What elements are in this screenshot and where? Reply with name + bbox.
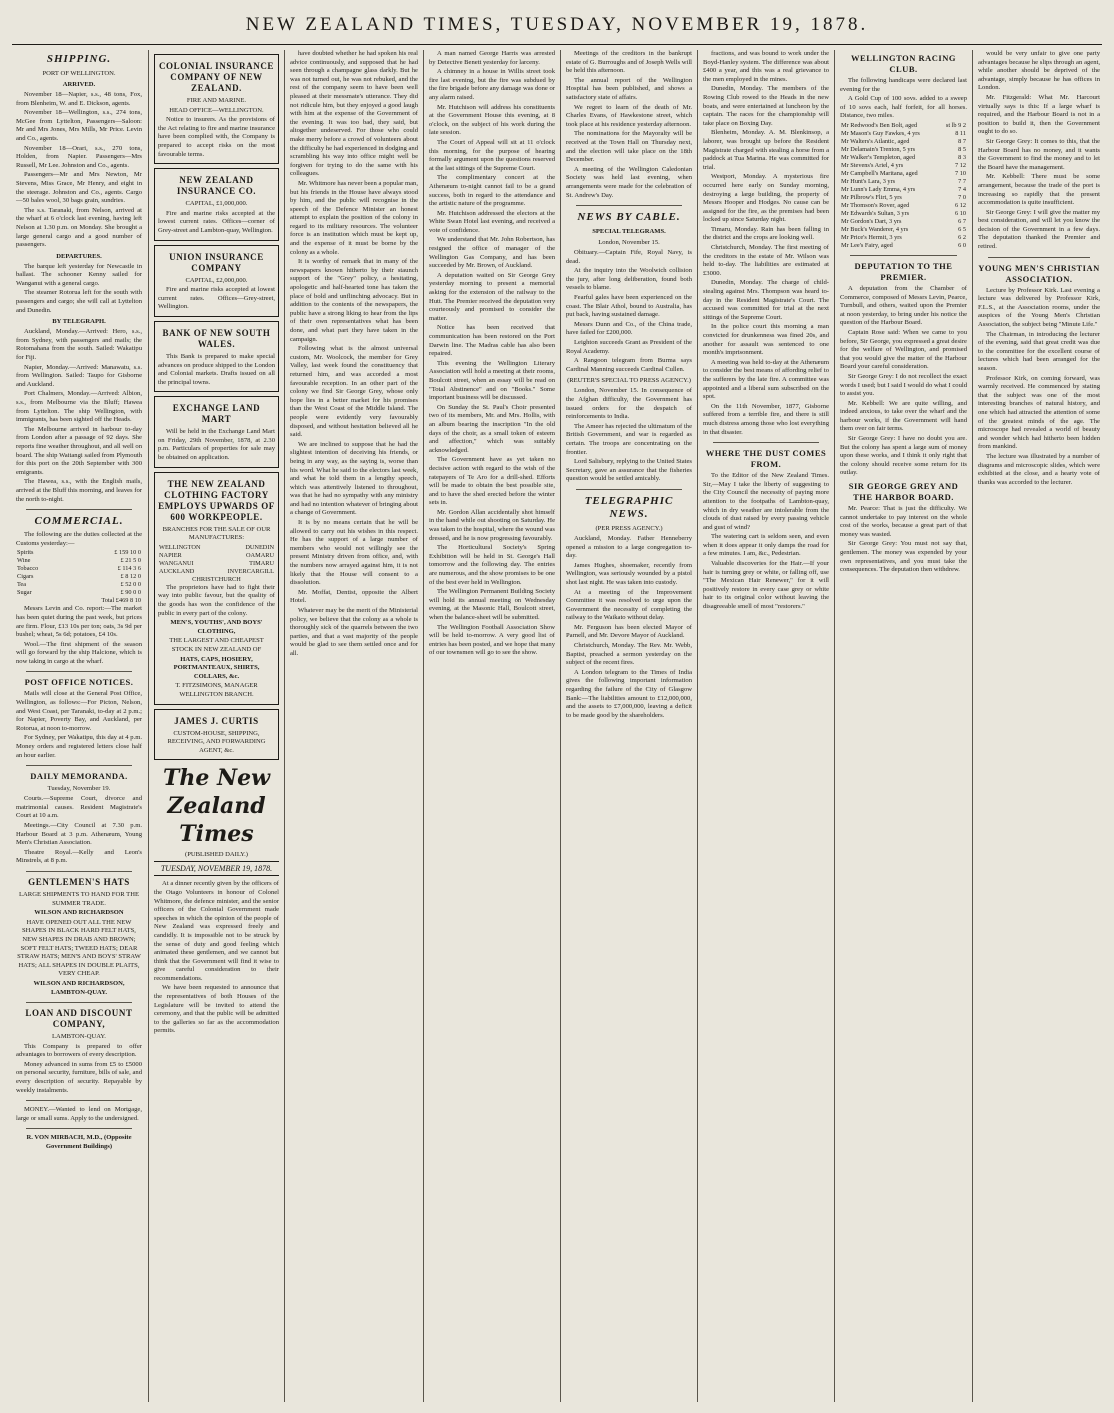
clothing-ad: THE NEW ZEALAND CLOTHING FACTORY EMPLOYS UPWARDS OF 600 WORKPEOPLE. BRANCHES FOR THE SALE OF OUR MANUFACTURES: WELLINGTON DUNEDIN NAPIER OAMARU WANGANUI TIMARU AUCKLAND INVERCARGILL CHRISTCHURCH The proprietors have had to fight their way into public favour, but the quality of the goods has won the confidence of the public in every part of the colony. MEN'S, YOUTHS', AND BOYS' CLOTHING, THE LARGEST AND CHEAPEST STOCK IN NEW ZEALAND OF HATS, CAPS, HOSIERY, PORTMANTEAUX, SHIRTS, COLLARS, &c. T. FITZSIMONS, MANAGER WELLINGTON BRANCH. [154, 472, 279, 705]
deputation-heading: DEPUTATION TO THE PREMIER. [854, 260, 953, 282]
handicap-table: Mr Redwood's Ben Bolt, aged st lb 9 2 Mr Mason's Guy Fawkes, 4 yrs 8 11 Mr Walters's Atlantic, aged 8 7 Mr Delamain's Trenton, 5 yrs 8 5 Mr Walker's Templeton, aged 8 3 Mr Stevens's Ariel, 4 yrs 7 12 Mr Campbell's Maritana, aged 7 10 Mr Hunt's Lara, 3 yrs 7 7 Mr Lunn's Lady Emma, 4 yrs 7 4 Mr Pilbrow's Flirt, 5 yrs 7 0 Mr Thomson's Rover, aged 6 12 Mr Edwards's Sultan, 3 yrs 6 10 Mr Gordon's Dart, 3 yrs 6 7 Mr Buck's Wanderer, 4 yrs 6 5 Mr Price's Hermit, 3 yrs 6 2 Mr Lee's Fairy, aged 6 0 [841, 121, 966, 249]
arrived-heading: ARRIVED. [62, 81, 96, 88]
reuters-heading: (REUTER'S SPECIAL TO PRESS AGENCY.) [567, 377, 691, 385]
racing-intro: The following handicaps were declared last evening for the [840, 77, 967, 93]
where-dust-heading: WHERE THE DUST COMES FROM. [705, 448, 827, 470]
arrival-entry: November 18—Orari, s.s., 270 tons, Holden, from Napier. Passengers—Mrs Russell, Mr Lee. Johnston and Co., agents. [16, 144, 142, 169]
duty-row: Sugar £ 90 0 0 [17, 589, 141, 597]
von-ad: R. VON MIRBACH, M.D., (Opposite Government Buildings) [26, 1134, 132, 1151]
news-by-cable-heading: NEWS BY CABLE. [577, 211, 681, 224]
column-rule [284, 50, 285, 1402]
special-telegrams-heading: SPECIAL TELEGRAMS. [592, 228, 666, 236]
duty-total-row: Total £469 8 10 [101, 597, 141, 605]
column-cable-news: Meetings of the creditors in the bankrupt estate of G. Burroughs and of Joseph Wells will be held this afternoon. The annual report of the Wellington Hospital has been published, and shows a satisfactory state of affairs. We regret to learn of the death of Mr. Charles Evans, of Hawkestone street, which took place at his residence yesterday afternoon. The nominations for the Mayoralty will be received at the Town Hall on Thursday next, and the election will take place on the 18th December. A meeting of the Wellington Caledonian Society was held last evening, when arrangements were made for the celebration of St. Andrew's Day. NEWS BY CABLE. SPECIAL TELEGRAMS. London, November 15. Obituary.—Captain Fife, Royal Navy, is dead. At the inquiry into the Woolwich collision the jury, after long deliberation, found both vessels to blame. Fearful gales have been experienced on the coast. The Blair Athol, bound to Australia, has put back, having sustained damage. Messrs Dunn and Co., of the China trade, have failed for £200,000. Leighton succeeds Grant as President of the Royal Academy. A Rangoon telegram from Burma says Cardinal Manning succeeds Cardinal Cullen. (REUTER'S SPECIAL TO PRESS AGENCY.) London, November 15. In consequence of the Afghan difficulty, the Government has issued orders for the despatch of reinforcements to India. The Ameer has rejected the ultimatum of the British Government, and war is regarded as certain. The troops are concentrating on the frontier. Lord Salisbury, replying to the United States Secretary, gave an assurance that the fisheries question would be settled amicably. TELEGRAPHIC NEWS. (PER PRESS AGENCY.) Auckland, Monday. Father Henneberry opened a mission to a large congregation to-day. James Hughes, shoemaker, recently from Wellington, was seriously wounded by a pistol shot last night. He was taken into custody. At a meeting of the Improvement Committee it was resolved to urge upon the Government the necessity of completing the railway to the Waikato without delay. Mr. Ferguson has been elected Mayor of Parnell, and Mr. Devore Mayor of Auckland. Christchurch, Monday. The Rev. Mr. Webb, Baptist, preached a sermon yesterday on the subject of the recent fires. A London telegram to the Times of India gives the following important information regarding the failure of the City of Glasgow Bank:—The liabilities amount to £12,000,000, and the assets to £7,000,000, leaving a deficit to be made good by the shareholders. [566, 50, 692, 719]
arrival-entry: November 18—Wellington, s.s., 274 tons, McGee from Lyttelton, Passengers—Saloon: Mr and Mrs Jones, Mrs Mills, Mr Price. Levin and Co., agents. [16, 109, 142, 142]
column-rule [560, 50, 561, 1402]
column-rule [423, 50, 424, 1402]
duty-row: Cigars £ 8 12 0 [17, 573, 141, 581]
port-heading: PORT OF WELLINGTON. [42, 70, 116, 77]
column-editorial: have doubted whether he had spoken his real advice continuously, and supposed that he had seen through a champagne glass darkly. But he was not turned out, he was not rebuked, and the rest of the company seem to have been well pleased at their messmate's utterance. They did not ridicule him, but they enjoyed a good laugh with him at the expense of the Government of the evening. It was too bad, they said, but altogether undeserved. For those who could make merry before a crowd of volunteers about the difficulty he had experienced in dodging and scrambling his way into office might well be forgiven for trying to do the same with his colleagues. Mr. Whitmore has never been a popular man, but his friends in the House have always stood by him, and the public will recognise in the speech of the Defence Minister an honest attempt to explain the position of the colony in regard to its military resources. The volunteer force is an institution which must be kept up, and the expense of it must be borne by the colony as a whole. It is worthy of remark that in many of the newspapers known hitherto by their staunch support of the "Grey" policy, a hesitating, apologetic and half-hearted tone has taken the place of bold and unflinching advocacy. But in addition to the contents of the newspapers, the public have a strong liking to hear from the lips of their own representatives what has been done, and what part they have taken in the campaign. Following what is the almost universal custom, Mr. Woolcock, the member for Grey Valley, last week found the constituency that returned him, and was accorded a most favourable reception. In an other part of the colony we find Sir George Grey, whose only hope lies in a better market for his promises than the West Coast of the Middle Island. The people were evidently very favourably disposed, and without hesitation believed all he said. We are inclined to suppose that he had the slightest intention of deceiving his friends, or being in any way, as the saying is, worse than his word. What he said to the electors last week, and what he told them in a lengthy speech, which was attentively listened to throughout, was that he had no sympathy with any ministry and had no intention whatever of bringing about a change of Government. It is by no means certain that he will be allowed to carry out his wishes in this respect. He has the support of a large number of members who would not willingly see the present Ministry driven from office, and, with the numbers now arrayed against him, it is not likely that the House will consent to a dissolution. Mr. Moffat, Dentist, opposite the Albert Hotel. Whatever may be the merit of the Ministerial policy, we believe that the colony as a whole is thoroughly sick of the quarrels between the two parties, and that a vast majority of the people would be glad to see them settled once and for all. [290, 50, 418, 657]
column-rule [697, 50, 698, 1402]
union-insurance-ad: UNION INSURANCE COMPANY CAPITAL, £2,000,000. Fire and marine risks accepted at lowest current rates. Offices—Grey-street, Wellington. [154, 245, 279, 317]
arrival-entry: November 18—Napier, s.s., 48 tons, Fox, from Blenheim, W. and E. Dickson, agents. [16, 91, 142, 107]
daily-memoranda-heading: DAILY MEMORANDA. [30, 771, 128, 782]
column-advertisements: COLONIAL INSURANCE COMPANY OF NEW ZEALAND. FIRE AND MARINE. HEAD OFFICE—WELLINGTON. Notice to insurers. As the provisions of the Act relating to fire and marine insurance have been complied with, the Company is prepared to accept risks on the most favourable terms. NEW ZEALAND INSURANCE CO. CAPITAL, £1,000,000. Fire and marine risks accepted at the lowest current rates. Offices—corner of Grey-street and Lambton-quay, Wellington. UNION INSURANCE COMPANY CAPITAL, £2,000,000. Fire and marine risks accepted at lowest current rates. Offices—Grey-street, Wellington. BANK OF NEW SOUTH WALES. This Bank is prepared to make special advances on produce shipped to the London and Colonial markets. Drafts issued on all the principal towns. EXCHANGE LAND MART Will be held in the Exchange Land Mart on Friday, 29th November, 1878, at 2.30 p.m. Particulars of properties for sale may be obtained on application. THE NEW ZEALAND CLOTHING FACTORY EMPLOYS UPWARDS OF 600 WORKPEOPLE. BRANCHES FOR THE SALE OF OUR MANUFACTURES: WELLINGTON DUNEDIN NAPIER OAMARU WANGANUI TIMARU AUCKLAND INVERCARGILL CHRISTCHURCH The proprietors have had to fight their way into public favour, but the quality of the goods has won the confidence of the public in every part of the colony. MEN'S, YOUTHS', AND BOYS' CLOTHING, THE LARGEST AND CHEAPEST STOCK IN NEW ZEALAND OF HATS, CAPS, HOSIERY, PORTMANTEAUX, SHIRTS, COLLARS, &c. T. FITZSIMONS, MANAGER WELLINGTON BRANCH. JAMES J. CURTIS CUSTOM-HOUSE, SHIPPING, RECEIVING, AND FORWARDING AGENT, &c. The New Zealand Times (PUBLISHED DAILY.) TUESDAY, NOVEMBER 19, 1878. At a dinner recently given by the officers of the Otago Volunteers in honour of Colonel Whitmore, the defence minister, and the senior officers of the Colonial Government made speeches in which the opinion of the people of New Zealand was expressed freely and candidly. It is impossible not to be struck by the sense of duty and good feeling which animated these gentlemen, and we cannot but think that the Government will find it wise to give careful consideration to their recommendations. We have been requested to announce that the representatives of both Houses of the Legislature will be invited to attend the ceremony, and that the public will be admitted to the galleries so far as the accommodation permits. [150, 50, 283, 1405]
issue-date: TUESDAY, NOVEMBER 19, 1878. [154, 861, 279, 876]
hats-ad-firm: WILSON AND RICHARDSON [34, 909, 124, 917]
duty-row: Tea £ 52 0 0 [17, 581, 141, 589]
racing-club-heading: WELLINGTON RACING CLUB. [851, 53, 956, 74]
nz-insurance-ad: NEW ZEALAND INSURANCE CO. CAPITAL, £1,000,000. Fire and marine risks accepted at the lowest current rates. Offices—corner of Grey-street and Lambton-quay, Wellington. [154, 168, 279, 240]
newspaper-nameplate: The New Zealand Times [162, 765, 271, 848]
sir-george-heading: SIR GEORGE GREY AND THE HARBOR BOARD. [848, 481, 959, 503]
bank-ad: BANK OF NEW SOUTH WALES. This Bank is prepared to make special advances on produce shipped to the London and Colonial markets. Drafts issued on all the principal towns. [154, 321, 279, 392]
masthead-title: NEW ZEALAND TIMES, TUESDAY, NOVEMBER 19, 1878. [245, 14, 869, 35]
by-telegraph-heading: BY TELEGRAPH. [52, 318, 106, 326]
column-rule [972, 50, 973, 1402]
published-daily: (PUBLISHED DAILY.) [185, 851, 248, 859]
masthead-rule [12, 44, 1102, 45]
duty-row: Tobacco £ 114 3 6 [17, 565, 141, 573]
commercial-heading: COMMERCIAL. [34, 515, 124, 528]
loan-ad-address: LAMBTON-QUAY. [52, 1033, 106, 1041]
hats-ad-title: GENTLEMEN'S HATS [28, 876, 130, 887]
customs-duties-table [16, 549, 142, 605]
memoranda-date: Tuesday, November 19. [47, 785, 111, 793]
commercial-intro: The following are the duties collected at the Customs yesterday:— [16, 531, 142, 547]
duty-row: Spirits £ 159 10 0 [17, 549, 141, 557]
shipping-heading: SHIPPING. [46, 53, 112, 65]
loan-ad-title: LOAN AND DISCOUNT COMPANY, [25, 1008, 133, 1030]
column-shipping: SHIPPING. PORT OF WELLINGTON. ARRIVED. November 18—Napier, s.s., 48 tons, Fox, from Blenheim, W. and E. Dickson, agents. November 18—Wellington, s.s., 274 tons, McGee from Lyttelton, Passengers—Saloon: Mr and Mrs Jones, Mrs Mills, Mr Price. Levin and Co., agents. November 18—Orari, s.s., 270 tons, Holden, from Napier. Passengers—Mrs Russell, Mr Lee. Johnston and Co., agents. Passengers—Mr and Mrs Newton, Mr Stevens, Miss Grace, Mr Henry, and eight in the steerage. Johnston and Co., agents. Cargo—50 bales wool, 30 bags grain, sundries. The s.s. Taranaki, from Nelson, arrived at the wharf at 6 o'clock last evening, having left Nelson at 1.30 p.m. on Monday. She brought a large general cargo and a good number of passengers. DEPARTURES. The barque left yesterday for Newcastle in ballast. The schooner Kenny sailed for Wanganui with a general cargo. The steamer Rotorua left for the south with passengers and cargo; she will call at Lyttelton and Dunedin. BY TELEGRAPH. Auckland, Monday.—Arrived: Hero, s.s., from Sydney, with passengers and mails; the Rotomahana from the south. Sailed: Wakatipu for Fiji. Napier, Monday.—Arrived: Manawatu, s.s. from Wellington. Sailed: Taupo for Gisborne and Auckland. Port Chalmers, Monday.—Arrived: Albion, s.s., from Melbourne via the Bluff; Hawea from Lyttelton. The ship Wellington, with immigrants, has been sighted off the Heads. The Melbourne arrived in harbour to-day from London after a passage of 92 days. She reports fine weather throughout, and all well on board. The ship Waitangi sailed from Plymouth for this port on the 20th September with 300 emigrants. The Hawea, s.s., with the English mails, arrived at the Bluff this morning, and leaves for the north to-night. COMMERCIAL. The following are the duties collected at the Customs yesterday:— Spirits £ 159 10 0 Wine £ 21 5 0 Tobacco £ 114 3 6 Cigars £ 8 12 0 Tea £ 52 0 0 Sugar £ 90 0 0 Total £469 8 10 Messrs Levin and Co. report:—The market has been quiet during the past week, but prices are firm. Flour, £13 10s per ton; oats, 3s 9d per bushel; wheat, 5s 6d; potatoes, £4 10s. Wool.—The first shipment of the season will go forward by the ship Halcione, which is now taking in cargo at the wharf. POST OFFICE NOTICES. Mails will close at the General Post Office, Wellington, as follows:—For Picton, Nelson, and West Coast, per Taranaki, to-day at 2 p.m.; for Napier, Poverty Bay, and Auckland, per Rotorua, at noon to-morrow. For Sydney, per Wakatipu, this day at 4 p.m. Money orders and registered letters close half an hour earlier. DAILY MEMORANDA. Tuesday, November 19. Courts.—Supreme Court, divorce and matrimonial causes. Resident Magistrate's Court at 10 a.m. Meetings.—City Council at 7.30 p.m. Harbour Board at 3 p.m. Athenæum, Young Men's Christian Association. Theatre Royal.—Kelly and Leon's Minstrels, at 8 p.m. GENTLEMEN'S HATS LARGE SHIPMENTS TO HAND FOR THE SUMMER TRADE. WILSON AND RICHARDSON HAVE OPENED OUT ALL THE NEW SHAPES IN BLACK HARD FELT HATS, NEW SHAPES IN DRAB AND BROWN; SOFT FELT HATS; TWEED HATS; DEAR STRAW HATS; MEN'S AND BOYS' STRAW HATS; ALL SHAPES IN DOUBLE PLAITS, VERY CHEAP. WILSON AND RICHARDSON, LAMBTON-QUAY. LOAN AND DISCOUNT COMPANY, LAMBTON-QUAY. This Company is prepared to offer advantages to borrowers of every description. Money advanced in sums from £5 to £5000 on personal security, furniture, bills of sale, and every description of security. Repayable by weekly instalments. MONEY.—Wanted to lend on Mortgage, large or small sums. Apply to the undersigned. R. VON MIRBACH, M.D., (Opposite Government Buildings) [16, 53, 142, 1151]
duty-row: Wine £ 21 5 0 [17, 557, 141, 565]
ymca-heading: YOUNG MEN'S CHRISTIAN ASSOCIATION. [978, 262, 1100, 284]
insurance-ad: COLONIAL INSURANCE COMPANY OF NEW ZEALAND. FIRE AND MARINE. HEAD OFFICE—WELLINGTON. Notice to insurers. As the provisions of the Act relating to fire and marine insurance have been complied with, the Company is prepared to accept risks on the most favourable terms. [154, 54, 279, 164]
curtis-ad: JAMES J. CURTIS CUSTOM-HOUSE, SHIPPING, RECEIVING, AND FORWARDING AGENT, &c. [154, 709, 279, 761]
telegraphic-news-heading: TELEGRAPHIC NEWS. [584, 494, 674, 520]
column-rule [148, 50, 149, 1402]
column-provincial-news: fractions, and was bound to work under the Boyd-Hanley system. The difference was about £400 a year, and this was a real grievance to the men employed in the mines. Dunedin, Monday. The members of the Rowing Club rowed to the Heads in the new boats, and were entertained at luncheon by the captain. The races for the championship will take place on Boxing Day. Blenheim, Monday. A. M. Blenkinsop, a laborer, was brought up before the Resident Magistrate charged with stealing a horse from a paddock at Tua Marina. He was committed for trial. Westport, Monday. A mysterious fire occurred here early on Sunday morning, destroying a large building, the property of Messrs Hooper and Hodges. No cause can be assigned for the fire, as the premises had been locked up since Saturday night. Timaru, Monday. Rain has been falling in the district and the crops are looking well. Christchurch, Monday. The first meeting of the creditors in the estate of Mr. Wilson was held to-day. The liabilities are estimated at £3000. Dunedin, Monday. The charge of child-stealing against Mrs. Thompson was heard to-day in the Resident Magistrate's Court. The accused was committed for trial at the next sittings of the Supreme Court. In the police court this morning a man convicted for drunkenness was fined 20s, and another for assault was sentenced to one month's imprisonment. A meeting was held to-day at the Athenæum to consider the best means of affording relief to the sufferers by the late fire. A committee was appointed and a liberal sum subscribed on the spot. On the 11th November, 1877, Gisborne suffered from a terrible fire, and there is still much distress among those who lost everything in that disaster. WHERE THE DUST COMES FROM. To the Editor of the New Zealand Times. Sir,—May I take the liberty of suggesting to the City Council the necessity of paying more attention to the footpaths of Lambton-quay, which in dry weather are intolerable from the clouds of dust raised by every passing vehicle and gust of wind? The watering cart is seldom seen, and even when it does appear it only damps the road for a few minutes. I am, &c., Pedestrian. Valuable discoveries for the Hair.—If your hair is turning grey or white, or falling off, use "The Mexican Hair Renewer," for it will positively restore in every case grey or white hair to its original color without leaving the disagreeable smell of most "restorers." [703, 50, 829, 611]
post-office-heading: POST OFFICE NOTICES. [24, 677, 134, 688]
column-ymca: would be very unfair to give one party advantages because he slips through an agent, while another should be deprived of the advantage, simply because he has offices in London. Mr. Fitzgerald: What Mr. Harcourt virtually says is this: If a large wharf is required, and the Harbour Board is not in a position to build it, then the Government ought to do so. Sir George Grey: It comes to this, that the Harbour Board has no money, and it wants the Government to find the money and to let the Board have the management. Mr. Kebbell: There must be some arrangement, because the trade of the port is increasing so rapidly that the present accommodation is quite insufficient. Sir George Grey: I will give the matter my best consideration, and will let you know the decision of the Government in a few days. The deputation thanked the Premier and retired. YOUNG MEN'S CHRISTIAN ASSOCIATION. Lecture by Professor Kirk. Last evening a lecture was delivered by Professor Kirk, F.L.S., at the Association rooms, under the auspices of the Young Men's Christian Association, the subject being "Minute Life." The Chairman, in introducing the lecturer of the evening, said that great credit was due to the committee for the excellent course of lectures which had been arranged for the season. Professor Kirk, on coming forward, was warmly received. He commenced by stating that the subject was one of the most interesting branches of natural history, and one which had attracted the attention of some of the greatest minds of the age. The microscope had revealed a world of beauty and wonder which had hitherto been hidden from mankind. The lecture was illustrated by a number of diagrams and microscopic slides, which were exhibited at the close, and a hearty vote of thanks was accorded to the lecturer. [978, 50, 1100, 486]
exchange-ad: EXCHANGE LAND MART Will be held in the Exchange Land Mart on Friday, 29th November, 1878, at 2.30 p.m. Particulars of properties for sale may be obtained on application. [154, 396, 279, 467]
column-rule [834, 50, 835, 1402]
departures-heading: DEPARTURES. [56, 252, 102, 260]
london-dateline: London, November 15. [598, 239, 660, 247]
press-agency-label: (PER PRESS AGENCY.) [595, 524, 663, 532]
column-local-news: A man named George Harris was arrested by Detective Benett yesterday for larceny. A chimney in a house in Willis street took fire last evening, but the fire was subdued by the fire brigade before any damage was done or any alarm raised. Mr. Hutchison will address his constituents at the Government House this evening, at 8 o'clock, on the subject of his work during the late session. The Court of Appeal will sit at 11 o'clock this morning, for the purpose of hearing formally argument upon the questions reserved at the last sittings of the Supreme Court. The complimentary concert at the Athenæum to-night cannot fail to be a grand success, both in regard to the attendance and the artistic nature of the programme. Mr. Hutchison addressed the electors at the White Swan Hotel last evening, and received a vote of confidence. We understand that Mr. John Robertson, has resigned the office of manager of the Wellington Gas Company, and has been succeeded by Mr. Brown, of Auckland. A deputation waited on Sir George Grey yesterday morning to present a memorial asking for the extension of the railway to the Hutt. The Premier received the deputation very courteously and promised to consider the matter. Notice has been received that communication has been restored on the Port Darwin line. The Madras cable has also been repaired. This evening the Wellington Literary Association will hold a meeting at their rooms, Boulcott street, when an essay will be read on "Total Abstinence" and on "Books." Some important business will be discussed. On Sunday the St. Paul's Choir presented two of its members, Mr. and Mrs. Hollis, with an album bearing the inscription "In the old days of the choir, as a small token of esteem and affection," which was suitably acknowledged. The Government have as yet taken no decisive action with regard to the wish of the ratepayers of Te Aro for a drill-shed. Efforts will be made to obtain the best possible site, and to have the shed erected before the winter sets in. Mr. Gordon Allan accidentally shot himself in the hand while out shooting on Saturday. He was taken to the hospital, where the wound was dressed, and he is now progressing favourably. The Horticultural Society's Spring Exhibition will be held in St. George's Hall tomorrow and the following day. The entries are numerous, and the show promises to be one of the best ever held in Wellington. The Wellington Permanent Building Society will hold its annual meeting on Wednesday evening, at the Masonic Hall, Boulcott street, when the balance-sheet will be submitted. The Wellington Football Association Show will be held to-morrow. A very good list of entries has been posted, and we hope that many of our townsmen will go to see the show. [429, 50, 555, 657]
hats-ad-subtitle: LARGE SHIPMENTS TO HAND FOR THE SUMMER TRADE. [19, 890, 139, 907]
column-sport-politics: WELLINGTON RACING CLUB. The following handicaps were declared last evening for the A Gold Cup of 100 sovs. added to a sweep of 10 sovs each, half forfeit, for all horses. Distance, two miles. Mr Redwood's Ben Bolt, aged st lb 9 2 Mr Mason's Guy Fawkes, 4 yrs 8 11 Mr Walters's Atlantic, aged 8 7 Mr Delamain's Trenton, 5 yrs 8 5 Mr Walker's Templeton, aged 8 3 Mr Stevens's Ariel, 4 yrs 7 12 Mr Campbell's Maritana, aged 7 10 Mr Hunt's Lara, 3 yrs 7 7 Mr Lunn's Lady Emma, 4 yrs 7 4 Mr Pilbrow's Flirt, 5 yrs 7 0 Mr Thomson's Rover, aged 6 12 Mr Edwards's Sultan, 3 yrs 6 10 Mr Gordon's Dart, 3 yrs 6 7 Mr Buck's Wanderer, 4 yrs 6 5 Mr Price's Hermit, 3 yrs 6 2 Mr Lee's Fairy, aged 6 0 DEPUTATION TO THE PREMIER. A deputation from the Chamber of Commerce, composed of Messrs Levin, Pearce, Turnbull, and others, waited upon the Premier at noon yesterday, to bring under his notice the question of the Harbour Board. Captain Rose said: When we came to you before, Sir George, you expressed a great desire for the welfare of Wellington, and promised that you would give the matter of the Harbour Board your careful consideration. Sir George Grey: I do not recollect the exact words I used; but I said I would do what I could to assist you. Mr. Kebbell: We are quite willing, and indeed anxious, to take over the wharf and the harbour works, if the Government will hand them over on fair terms. Sir George Grey: I have no doubt you are. But the colony has spent a large sum of money upon these works, and I think it only right that the colony should receive some return for its outlay. SIR GEORGE GREY AND THE HARBOR BOARD. Mr. Pearce: That is just the difficulty. We cannot undertake to pay interest on the whole cost of the works, because a great part of that money was wasted. Sir George Grey: You must not say that, gentlemen. The money was expended by your own representatives, and you must take the consequences. The deputation then withdrew. [840, 53, 967, 574]
loan-ad-body: This Company is prepared to offer advantages to borrowers of every description. [16, 1042, 142, 1059]
branches-table: WELLINGTON DUNEDIN NAPIER OAMARU WANGANUI TIMARU AUCKLAND INVERCARGILL CHRISTCHURCH [159, 543, 274, 583]
